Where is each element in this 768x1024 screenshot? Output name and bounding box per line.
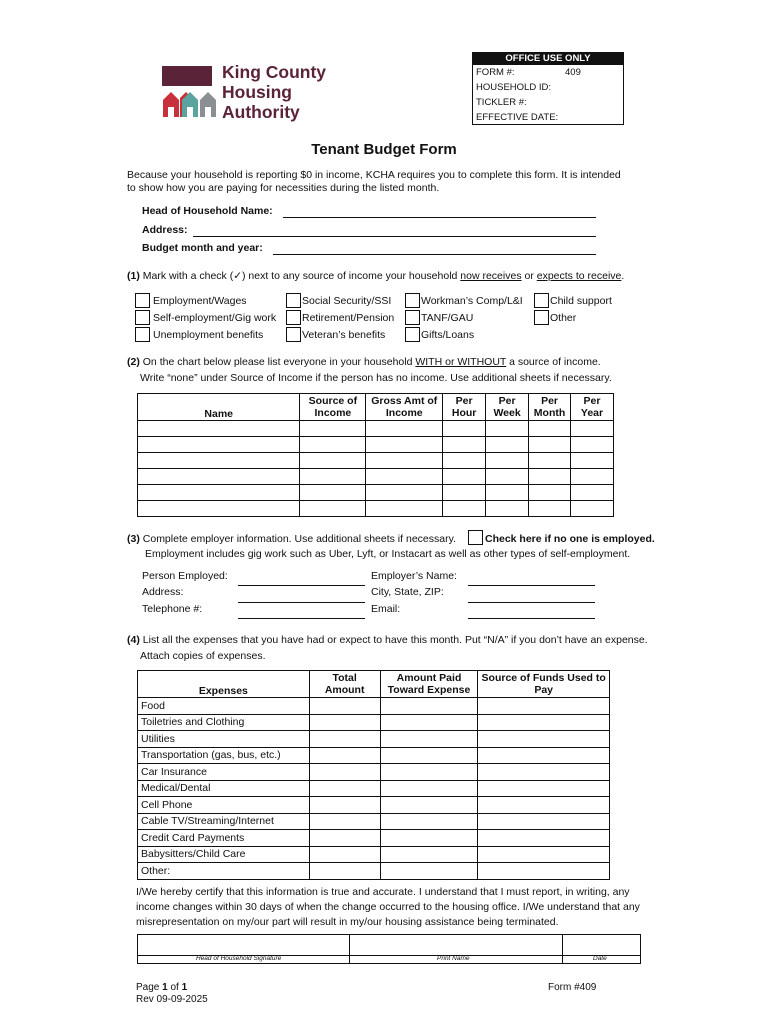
table-row xyxy=(138,747,610,764)
office-form-row xyxy=(473,65,623,80)
form-number: Form #409 xyxy=(548,982,597,993)
table-cell[interactable] xyxy=(300,453,366,469)
checkbox-gifts[interactable] xyxy=(405,327,420,342)
expense-label: Utilities xyxy=(138,731,310,748)
table-cell[interactable] xyxy=(571,437,614,453)
section1-instructions xyxy=(127,270,624,282)
table-cell[interactable] xyxy=(138,469,300,485)
caption-divider xyxy=(562,956,563,964)
section2-text-with: WITH or WITHOUT xyxy=(415,356,507,368)
table-cell[interactable] xyxy=(478,764,610,781)
table-cell[interactable] xyxy=(529,485,571,501)
income-header-year: Per Year xyxy=(571,394,614,421)
table-cell[interactable] xyxy=(300,421,366,437)
telephone-field[interactable] xyxy=(238,618,365,619)
table-cell[interactable] xyxy=(380,731,478,748)
expense-label: Other: xyxy=(138,863,310,880)
no-one-employed-label: Check here if no one is employed. xyxy=(485,533,655,545)
city-state-zip-label: City, State, ZIP: xyxy=(371,586,444,598)
table-row xyxy=(138,780,610,797)
table-row xyxy=(138,731,610,748)
address-label: Address: xyxy=(142,224,188,236)
table-cell[interactable] xyxy=(380,813,478,830)
section1-number: (1) xyxy=(127,270,140,282)
table-cell[interactable] xyxy=(138,485,300,501)
table-cell[interactable] xyxy=(309,813,380,830)
table-cell[interactable] xyxy=(571,469,614,485)
section2-line2: Write “none” under Source of Income if the person has no income. Use additional sheets if necessary. xyxy=(140,372,612,384)
print-name-caption: Print Name xyxy=(437,955,470,962)
table-cell[interactable] xyxy=(309,714,380,731)
table-cell[interactable] xyxy=(366,469,443,485)
section1-text-end: . xyxy=(621,270,625,282)
option-employment: Employment/Wages xyxy=(153,295,247,307)
certify-line-2: income changes within 30 days of when the change occurred to the housing office. I/We understand that any xyxy=(136,901,640,913)
table-cell[interactable] xyxy=(380,797,478,814)
signature-box xyxy=(137,934,641,956)
table-cell[interactable] xyxy=(443,469,486,485)
table-row xyxy=(138,714,610,731)
revision-date: Rev 09-09-2025 xyxy=(136,994,208,1005)
section2-text-a: On the chart below please list everyone in your household xyxy=(142,356,416,368)
table-row xyxy=(138,469,614,485)
signature-caption: Head of Household Signature xyxy=(196,955,282,962)
table-row xyxy=(138,863,610,880)
table-cell[interactable] xyxy=(380,714,478,731)
table-cell[interactable] xyxy=(486,501,529,517)
table-cell[interactable] xyxy=(138,437,300,453)
table-cell[interactable] xyxy=(300,501,366,517)
email-label: Email: xyxy=(371,603,401,615)
table-cell[interactable] xyxy=(309,830,380,847)
logo-line-1: King County xyxy=(222,62,327,82)
table-cell[interactable] xyxy=(300,437,366,453)
table-row xyxy=(138,846,610,863)
certify-line-3: misrepresentation on my/our part will result in my/our housing assistance being terminated. xyxy=(136,916,559,928)
table-cell[interactable] xyxy=(486,485,529,501)
table-cell[interactable] xyxy=(366,437,443,453)
signature-field[interactable] xyxy=(138,935,350,955)
table-row xyxy=(138,813,610,830)
table-cell[interactable] xyxy=(309,846,380,863)
income-header-gross: Gross Amt of Income xyxy=(366,394,443,421)
table-row xyxy=(138,421,614,437)
table-cell[interactable] xyxy=(478,830,610,847)
table-row xyxy=(138,698,610,715)
checkbox-retirement[interactable] xyxy=(286,310,301,325)
table-cell[interactable] xyxy=(309,863,380,880)
expense-label: Transportation (gas, bus, etc.) xyxy=(138,747,310,764)
table-cell[interactable] xyxy=(529,437,571,453)
option-other: Other xyxy=(550,312,577,324)
employer-name-field[interactable] xyxy=(468,585,595,586)
office-tickler-label: TICKLER #: xyxy=(476,97,527,108)
logo-line-2: Housing xyxy=(222,82,292,102)
page-total: 1 xyxy=(181,982,188,993)
table-cell[interactable] xyxy=(366,421,443,437)
section1-text-or: or xyxy=(521,270,537,282)
option-retirement: Retirement/Pension xyxy=(302,312,395,324)
office-household-label: HOUSEHOLD ID: xyxy=(476,82,551,93)
table-cell[interactable] xyxy=(478,813,610,830)
section1-text-now: now receives xyxy=(460,270,522,282)
income-header-month: Per Month xyxy=(529,394,571,421)
city-state-zip-field[interactable] xyxy=(468,602,595,603)
expenses-header-expenses: Expenses xyxy=(138,671,310,698)
logo-line-3: Authority xyxy=(222,102,300,122)
table-row xyxy=(138,501,614,517)
income-header-name: Name xyxy=(138,394,300,421)
budget-month-label: Budget month and year: xyxy=(142,242,263,254)
logo-text xyxy=(222,62,326,122)
expenses-table xyxy=(137,670,610,880)
date-field[interactable] xyxy=(563,935,640,955)
office-form-label: FORM #: xyxy=(476,67,515,78)
section3-text: Complete employer information. Use additional sheets if necessary. xyxy=(142,533,456,545)
table-cell[interactable] xyxy=(380,698,478,715)
page-number xyxy=(136,982,187,993)
income-header-source: Source of Income xyxy=(300,394,366,421)
checkbox-child-support[interactable] xyxy=(534,293,549,308)
person-employed-field[interactable] xyxy=(238,585,365,586)
table-cell[interactable] xyxy=(443,453,486,469)
section2-text-b: a source of income. xyxy=(506,356,601,368)
option-gifts: Gifts/Loans xyxy=(421,329,475,341)
table-cell[interactable] xyxy=(478,863,610,880)
office-form-value: 409 xyxy=(565,67,581,78)
income-table-header xyxy=(138,394,614,421)
table-cell[interactable] xyxy=(571,501,614,517)
table-cell[interactable] xyxy=(366,501,443,517)
option-workmans-comp: Workman’s Comp/L&I xyxy=(421,295,523,307)
household-income-table xyxy=(137,393,614,517)
table-row xyxy=(138,830,610,847)
section4-line2: Attach copies of expenses. xyxy=(140,650,266,662)
expenses-header-total: Total Amount xyxy=(309,671,380,698)
table-row xyxy=(138,485,614,501)
logo-roof xyxy=(162,66,212,86)
telephone-label: Telephone #: xyxy=(142,603,203,615)
table-cell[interactable] xyxy=(443,485,486,501)
employer-address-label: Address: xyxy=(142,586,184,598)
table-row xyxy=(138,797,610,814)
table-row xyxy=(138,764,610,781)
page-current: 1 xyxy=(162,982,168,993)
table-cell[interactable] xyxy=(309,698,380,715)
section2-number: (2) xyxy=(127,356,140,368)
table-cell[interactable] xyxy=(138,453,300,469)
option-unemployment: Unemployment benefits xyxy=(153,329,264,341)
checkbox-veterans[interactable] xyxy=(286,327,301,342)
expense-label: Cell Phone xyxy=(138,797,310,814)
table-cell[interactable] xyxy=(443,421,486,437)
option-social-security: Social Security/SSI xyxy=(302,295,392,307)
section1-text-expects: expects to receive xyxy=(536,270,622,282)
form-title: Tenant Budget Form xyxy=(311,141,457,158)
expense-label: Babysitters/Child Care xyxy=(138,846,310,863)
table-cell[interactable] xyxy=(300,485,366,501)
budget-month-field[interactable] xyxy=(273,254,596,255)
email-field[interactable] xyxy=(468,618,595,619)
option-self-employment: Self-employment/Gig work xyxy=(153,312,277,324)
table-cell[interactable] xyxy=(309,747,380,764)
checkbox-unemployment[interactable] xyxy=(135,327,150,342)
table-cell[interactable] xyxy=(478,747,610,764)
table-cell[interactable] xyxy=(380,830,478,847)
table-cell[interactable] xyxy=(380,764,478,781)
print-name-field[interactable] xyxy=(350,935,563,955)
table-cell[interactable] xyxy=(443,501,486,517)
certification-text xyxy=(136,885,640,930)
income-header-hour: Per Hour xyxy=(443,394,486,421)
checkbox-employment[interactable] xyxy=(135,293,150,308)
table-cell[interactable] xyxy=(300,469,366,485)
table-cell[interactable] xyxy=(309,731,380,748)
expenses-header-paid: Amount Paid Toward Expense xyxy=(380,671,478,698)
table-cell[interactable] xyxy=(478,797,610,814)
table-cell[interactable] xyxy=(309,797,380,814)
table-cell[interactable] xyxy=(366,453,443,469)
section3-number: (3) xyxy=(127,533,140,545)
table-cell[interactable] xyxy=(571,485,614,501)
expense-label: Toiletries and Clothing xyxy=(138,714,310,731)
address-field[interactable] xyxy=(193,236,596,237)
table-cell[interactable] xyxy=(529,469,571,485)
table-cell[interactable] xyxy=(380,863,478,880)
expense-label: Medical/Dental xyxy=(138,780,310,797)
person-employed-label: Person Employed: xyxy=(142,570,228,582)
checkbox-no-one-employed[interactable] xyxy=(468,530,483,545)
table-cell[interactable] xyxy=(309,780,380,797)
section4-number: (4) xyxy=(127,634,140,646)
table-cell[interactable] xyxy=(486,453,529,469)
office-use-box xyxy=(472,52,624,125)
table-cell[interactable] xyxy=(478,780,610,797)
table-cell[interactable] xyxy=(366,485,443,501)
head-of-household-field[interactable] xyxy=(283,217,596,218)
expenses-table-header xyxy=(138,671,610,698)
expense-label: Cable TV/Streaming/Internet xyxy=(138,813,310,830)
expense-label: Credit Card Payments xyxy=(138,830,310,847)
employer-address-field[interactable] xyxy=(238,602,365,603)
table-cell[interactable] xyxy=(478,731,610,748)
table-cell[interactable] xyxy=(478,698,610,715)
section4-instructions xyxy=(127,634,648,646)
table-row xyxy=(138,437,614,453)
office-effective-label: EFFECTIVE DATE: xyxy=(476,112,559,123)
head-of-household-label: Head of Household Name: xyxy=(142,205,273,217)
table-row xyxy=(138,453,614,469)
table-cell[interactable] xyxy=(486,421,529,437)
income-header-week: Per Week xyxy=(486,394,529,421)
section2-instructions xyxy=(127,356,601,368)
checkbox-self-employment[interactable] xyxy=(135,310,150,325)
certify-line-1: I/We hereby certify that this information is true and accurate. I understand that I must report, in writing, any xyxy=(136,886,630,898)
table-cell[interactable] xyxy=(138,421,300,437)
table-cell[interactable] xyxy=(380,747,478,764)
employer-name-label: Employer’s Name: xyxy=(371,570,457,582)
page-label: Page xyxy=(136,982,163,993)
table-cell[interactable] xyxy=(309,764,380,781)
intro-text xyxy=(127,169,621,195)
section3-line2: Employment includes gig work such as Uber, Lyft, or Instacart as well as other types of self-employment. xyxy=(145,548,631,560)
section1-text-a: Mark with a check (✓) next to any source of income your household xyxy=(142,270,461,282)
table-cell[interactable] xyxy=(529,453,571,469)
checkbox-other[interactable] xyxy=(534,310,549,325)
intro-line-1: Because your household is reporting $0 in income, KCHA requires you to complete this form. It is intended xyxy=(127,169,621,181)
table-cell[interactable] xyxy=(380,780,478,797)
table-cell[interactable] xyxy=(138,501,300,517)
office-use-heading: OFFICE USE ONLY xyxy=(473,53,623,65)
expense-label: Food xyxy=(138,698,310,715)
option-veterans: Veteran’s benefits xyxy=(302,329,386,341)
table-cell[interactable] xyxy=(486,469,529,485)
table-cell[interactable] xyxy=(529,421,571,437)
section3-instructions xyxy=(127,533,456,545)
table-cell[interactable] xyxy=(571,421,614,437)
expenses-header-source: Source of Funds Used to Pay xyxy=(478,671,610,698)
table-cell[interactable] xyxy=(486,437,529,453)
intro-line-2: to show how you are paying for necessities during the listed month. xyxy=(127,182,440,194)
option-child-support: Child support xyxy=(550,295,612,307)
table-cell[interactable] xyxy=(571,453,614,469)
checkbox-workmans-comp[interactable] xyxy=(405,293,420,308)
table-cell[interactable] xyxy=(380,846,478,863)
expense-label: Car Insurance xyxy=(138,764,310,781)
caption-divider xyxy=(349,956,350,964)
table-cell[interactable] xyxy=(529,501,571,517)
table-cell[interactable] xyxy=(478,714,610,731)
section4-text: List all the expenses that you have had or expect to have this month. Put “N/A” if you don’t have an expense. xyxy=(142,634,648,646)
table-cell[interactable] xyxy=(443,437,486,453)
date-caption: Date xyxy=(593,955,607,962)
option-tanf: TANF/GAU xyxy=(421,312,474,324)
table-cell[interactable] xyxy=(478,846,610,863)
checkbox-social-security[interactable] xyxy=(286,293,301,308)
checkbox-tanf[interactable] xyxy=(405,310,420,325)
page-of: of xyxy=(167,982,182,993)
